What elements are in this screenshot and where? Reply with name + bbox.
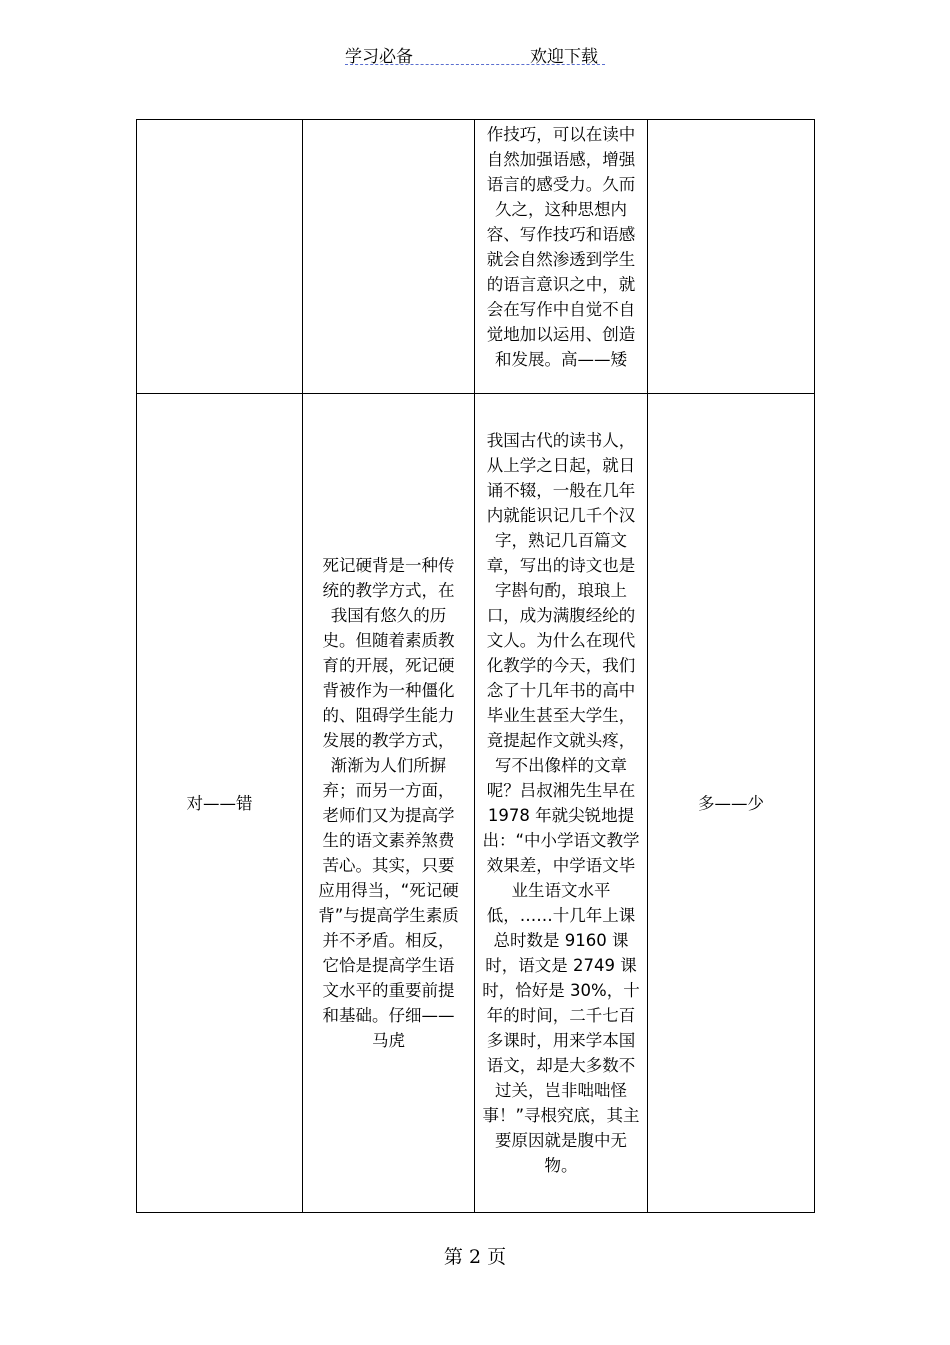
table-cell-r2c2 [303,394,475,1213]
cell-text: 多——少 [698,793,764,813]
header-dashed-rule [345,64,605,65]
page-number: 第 2 页 [443,1246,507,1268]
table-cell-r2c4 [648,394,815,1213]
table-cell-r1c1 [137,120,303,394]
header-left-text: 学习必备 [345,47,413,67]
table-cell-r1c3 [475,120,648,394]
table-cell-r2c3 [475,394,648,1213]
table-cell-r1c2 [303,120,475,394]
cell-text: 死记硬背是一种传统的教学方式，在我国有悠久的历史。但随着素质教育的开展，死记硬背被作为一种僵化的、阻碍学生能力发展的教学方式，渐渐为人们所摒弃；而另一方面，老师们又为提高学生的语文素养煞费苦心。其实，只要应用得当，“死记硬背”与提高学生素质并不矛盾。相反，它恰是提高学生语文水平的重要前提和基础。仔细——马虎 [318,556,459,1050]
cell-text: 作技巧，可以在读中自然加强语感，增强语言的感受力。久而久之，这种思想内容、写作技巧和语感就会自然渗透到学生的语言意识之中，就会在写作中自觉不自觉地加以运用、创造和发展。高——矮 [486,125,636,369]
table-row [137,120,815,394]
content-table [136,119,815,1213]
header-right-text: 欢迎下载 [530,47,598,67]
page-header [345,40,605,66]
cell-text: 对——错 [186,793,253,813]
table-row [137,394,815,1213]
cell-text: 我国古代的读书人，从上学之日起，就日诵不辍，一般在几年内就能识记几千个汉字，熟记几百篇文章，写出的诗文也是字斟句酌，琅琅上口，成为满腹经纶的文人。为什么在现代化教学的今天，我们念了十几年书的高中毕业生甚至大学生，竟提起作文就头疼，写不出像样的文章呢？吕叔湘先生早在 1978 年就尖锐地提出：“中小学语文教学效果差，中学语文毕业生语文水平低，……十几年上课总时数是 9160 课时，语文是 2749 课时，恰好是 30%，十年的时间，二千七百多课时，用来学本国语文，却是大多数不过关，岂非咄咄怪事！”寻根究底，其主要原因就是腹中无物。 [482,431,640,1175]
table-cell-r2c1 [137,394,303,1213]
table-cell-r1c4 [648,120,815,394]
